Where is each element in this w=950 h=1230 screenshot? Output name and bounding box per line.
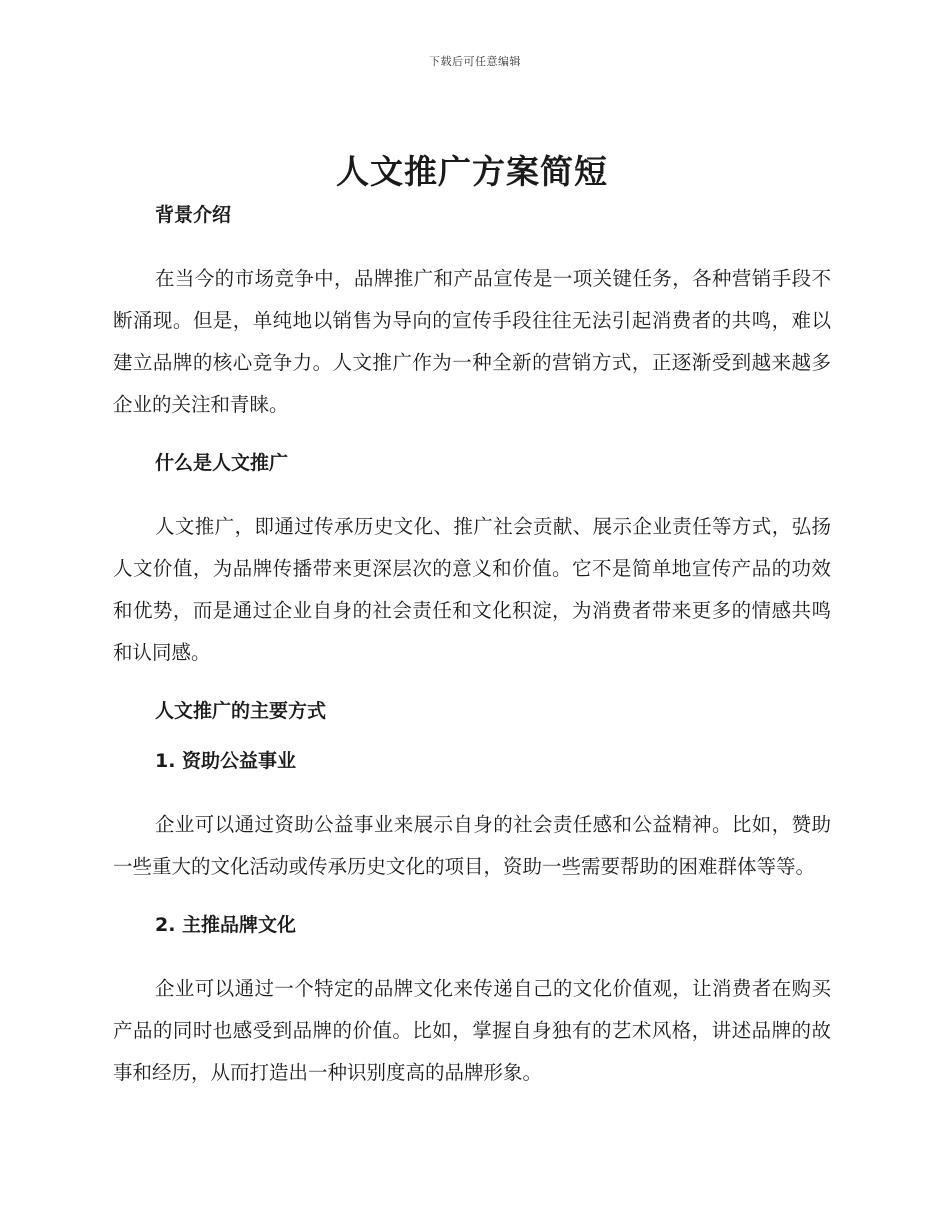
section-heading-methods: 人文推广的主要方式 bbox=[155, 700, 327, 722]
document-body bbox=[113, 148, 831, 1094]
header-note: 下载后可任意编辑 bbox=[429, 55, 521, 68]
section-heading-background: 背景介绍 bbox=[155, 204, 232, 226]
section-text-what-is: 人文推广，即通过传承历史文化、推广社会贡献、展示企业责任等方式，弘扬人文价值，为品牌传播带来更深层次的意义和价值。它不是简单地宣传产品的功效和优势，而是通过企业自身的社会责任和文化积淀，为消费者带来更多的情感共鸣和认同感。 bbox=[113, 515, 831, 664]
section-heading-what-is: 什么是人文推广 bbox=[155, 452, 289, 474]
section-heading-method-1: 1. 资助公益事业 bbox=[155, 750, 297, 772]
section-text-method-1: 企业可以通过资助公益事业来展示自身的社会责任感和公益精神。比如，赞助一些重大的文化活动或传承历史文化的项目，资助一些需要帮助的困难群体等等。 bbox=[113, 813, 831, 878]
section-text-method-2: 企业可以通过一个特定的品牌文化来传递自己的文化价值观，让消费者在购买产品的同时也感受到品牌的价值。比如，掌握自身独有的艺术风格，讲述品牌的故事和经历，从而打造出一种识别度高的品牌形象。 bbox=[113, 977, 831, 1084]
section-text-background: 在当今的市场竞争中，品牌推广和产品宣传是一项关键任务，各种营销手段不断涌现。但是，单纯地以销售为导向的宣传手段往往无法引起消费者的共鸣，难以建立品牌的核心竞争力。人文推广作为一种全新的营销方式，正逐渐受到越来越多企业的关注和青睐。 bbox=[113, 267, 831, 416]
document-title: 人文推广方案简短 bbox=[336, 152, 608, 191]
section-heading-method-2: 2. 主推品牌文化 bbox=[155, 914, 297, 936]
